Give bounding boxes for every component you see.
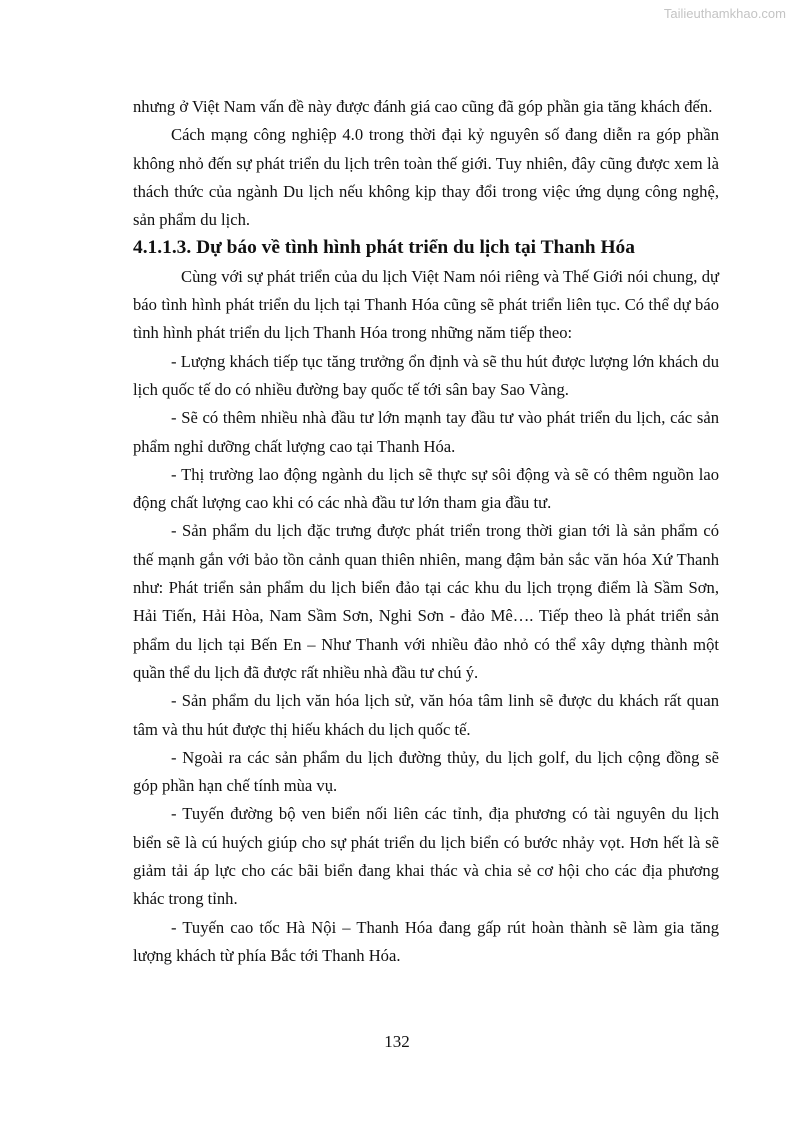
list-item: - Tuyến đường bộ ven biển nối liên các tỉnh, địa phương có tài nguyên du lịch biển sẽ là cú huých giúp cho sự phát triển du lịch biển có bước nhảy vọt. Hơn hết là sẽ giảm tải áp lực cho các bãi biển đang khai thác và chia sẻ cơ hội cho các địa phương khác trong tỉnh. — [133, 804, 719, 909]
paragraph: Cách mạng công nghiệp 4.0 trong thời đại kỷ nguyên số đang diễn ra góp phần không nhỏ đến sự phát triển du lịch trên toàn thế giới. Tuy nhiên, đây cũng được xem là thách thức của ngành Du lịch nếu không kịp thay đổi trong việc ứng dụng công nghệ, sản phẩm du lịch. — [133, 125, 719, 230]
paragraph: Cùng với sự phát triển của du lịch Việt Nam nói riêng và Thế Giới nói chung, dự báo tình hình phát triển du lịch tại Thanh Hóa cũng sẽ phát triển liên tục. Có thể dự báo tình hình phát triển du lịch Thanh Hóa trong những năm tiếp theo: — [133, 266, 719, 343]
list-item: - Sẽ có thêm nhiều nhà đầu tư lớn mạnh tay đầu tư vào phát triển du lịch, các sản phẩm nghỉ dưỡng chất lượng cao tại Thanh Hóa. — [133, 408, 719, 456]
list-item: - Sản phẩm du lịch văn hóa lịch sử, văn hóa tâm linh sẽ được du khách rất quan tâm và thu hút được thị hiếu khách du lịch quốc tế. — [133, 691, 719, 739]
list-item: - Ngoài ra các sản phẩm du lịch đường thủy, du lịch golf, du lịch cộng đồng sẽ góp phần hạn chế tính mùa vụ. — [133, 747, 719, 796]
page-number: 132 — [384, 1032, 410, 1051]
list-item: - Thị trường lao động ngành du lịch sẽ thực sự sôi động và sẽ có thêm nguồn lao động chất lượng cao khi có các nhà đầu tư lớn tham gia đầu tư. — [133, 464, 719, 513]
list-item: - Tuyến cao tốc Hà Nội – Thanh Hóa đang gấp rút hoàn thành sẽ làm gia tăng lượng khách từ phía Bắc tới Thanh Hóa. — [133, 917, 719, 965]
document-body — [133, 93, 719, 970]
section-heading: 4.1.1.3. Dự báo về tình hình phát triển du lịch tại Thanh Hóa — [133, 237, 635, 259]
list-item: - Lượng khách tiếp tục tăng trưởng ổn định và sẽ thu hút được lượng lớn khách du lịch quốc tế do có nhiều đường bay quốc tế tới sân bay Sao Vàng. — [133, 351, 719, 399]
watermark: Tailieuthamkhao.com — [663, 6, 786, 21]
paragraph: nhưng ở Việt Nam vấn đề này được đánh giá cao cũng đã góp phần gia tăng khách đến. — [133, 97, 713, 116]
list-item: - Sản phẩm du lịch đặc trưng được phát triển trong thời gian tới là sản phẩm có thế mạnh gắn với bảo tồn cảnh quan thiên nhiên, mang đậm bản sắc văn hóa Xứ Thanh như: Phát triển sản phẩm du lịch biển đảo tại các khu du lịch trọng điểm là Sầm Sơn, Hải Tiến, Hải Hòa, Nam Sầm Sơn, Nghi Sơn - đảo Mê…. Tiếp theo là phát triển sản phẩm du lịch tại Bến En – Như Thanh với nhiều đảo nhỏ có thể xây dựng thành một quần thể du lịch đã được rất nhiều nhà đầu tư chú ý. — [133, 521, 719, 682]
